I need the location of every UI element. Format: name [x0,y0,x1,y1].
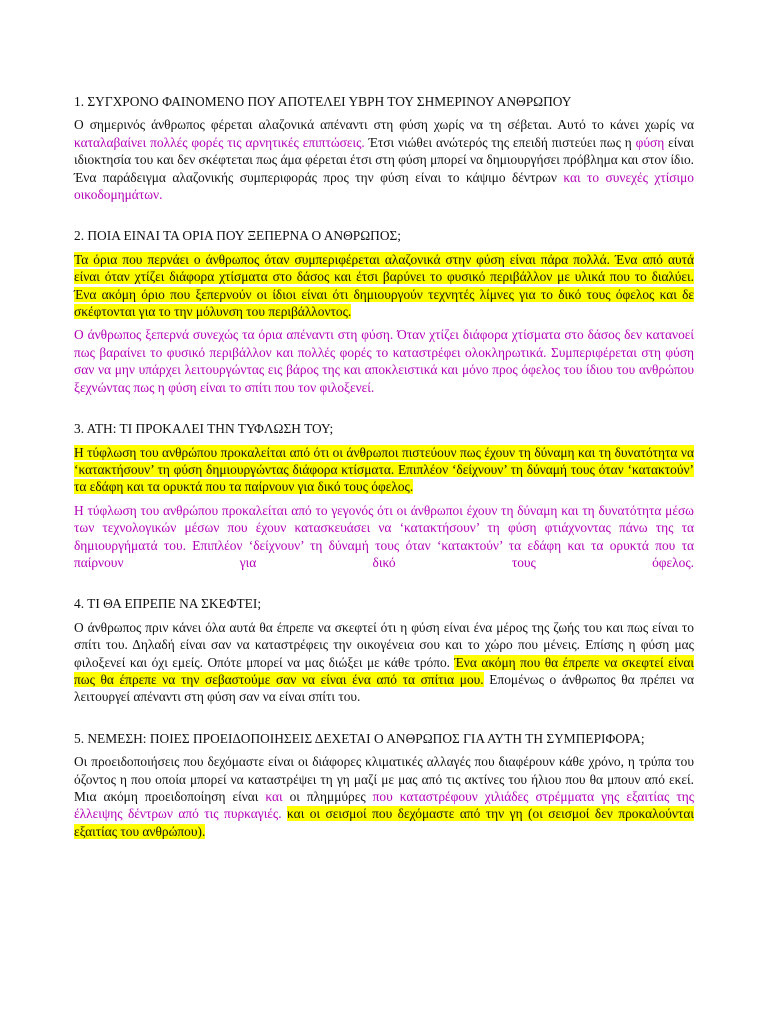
document-body [74,93,694,864]
highlighted-text: Τα όρια που περνάει ο άνθρωπος όταν συμπεριφέρεται αλαζονικά στην φύση είναι πάρα πολλά. Ένα από αυτά είναι όταν χτίζει διάφορα χτίσματα στο δάσος και έτσι βαρύνει το φυσικό περιβάλλον με υλικά που το διαλύει. Ένα ακόμη όριο που ξεπερνούν οι ίδιοι είναι ότι δημιουργούν τεχνητές λίμνες για το δικό τους όφελος και δε σκέφτονται για το την μόλυνση του περιβάλλοντος. [74,251,694,320]
section-3-paragraph-1 [74,444,694,496]
text-run: οι πλημμύρες [282,789,373,804]
section-4-paragraph [74,619,694,706]
section-2-paragraph-2: Ο άνθρωπος ξεπερνά συνεχώς τα όρια απέναντι στη φύση. Όταν χτίζει διάφορα χτίσματα στο δάσος δεν κατανοεί πως βαραίνει το φυσικό περιβάλλον και πολλές φορές το καταστρέφει ολοκληρωτικά. Συμπεριφέρεται στη φύση σαν να μην υπάρχει λειτουργώντας εις βάρος της και αποκλειστικά και μόνο προς όφελος του ίδιου του ανθρώπου ξεχνώντας πως η φύση είναι το σπίτι που τον φιλοξενεί. [74,327,694,395]
section-4-heading: 4. ΤΙ ΘΑ ΕΠΡΕΠΕ ΝΑ ΣΚΕΦΤΕΙ; [74,596,262,612]
section-5-paragraph [74,753,694,840]
section-4 [74,595,694,705]
pink-text-run: που καταστρέφουν χιλιάδες στρέμματα γης εξαιτίας της έλλειψης δέντρων από τις πυρκαγιές. [74,789,695,822]
highlighted-text: Ένα ακόμη που θα έπρεπε να σκεφτεί είναι πως θα έπρεπε να την σεβαστούμε σαν να είναι ένα από τα σπίτια μου. [74,654,694,687]
text-run: Οι προειδοποιήσεις που δεχόμαστε είναι οι διάφορες κλιματικές αλλαγές που διαφέρουν κάθε χρόνο, η τρύπα του όζοντος η που οποία μπορεί να καταστρέψει τη γη μαζί με μας από τις ακτίνες του ήλιου που θα μπουν από εκεί. Μια ακόμη προειδοποίηση είναι [74,754,694,804]
pink-text-run: και [265,789,283,804]
text-run: Ο άνθρωπος πριν κάνει όλα αυτά θα έπρεπε να σκεφτεί ότι η φύση είναι ένα μέρος της ζωής του και πως είναι το σπίτι του. Δηλαδή είναι σαν να καταστρέφεις την οικογένεια σου και το χώρο που μένεις. Επίσης η φύση μας φιλοξενεί και όχι εμείς. Οπότε μπορεί να μας διώξει με κάθε τρόπο. [74,619,694,670]
section-5-heading: 5. ΝΕΜΕΣΗ: ΠΟΙΕΣ ΠΡΟΕΙΔΟΠΟΙΗΣΕΙΣ ΔΕΧΕΤΑΙ Ο ΑΝΘΡΩΠΟΣ ΓΙΑ ΑΥΤΗ ΤΗ ΣΥΜΠΕΡΙΦΟΡΑ; [74,730,645,746]
section-1-paragraph [74,116,694,203]
section-5 [74,730,694,840]
text-run: Ο σημερινός άνθρωπος φέρεται αλαζονικά απέναντι στη φύση χωρίς να τη σέβεται. Αυτό το κάνει χωρίς να [74,117,694,133]
text-run: είναι ιδιοκτησία του και δεν σκέφτεται πως άμα φέρεται έτσι στη φύση μπορεί να δημιουργήσει πρόβλημα και στον ίδιο. Ένα παράδειγμα αλαζονικής συμπεριφοράς προς την φύση είναι το κάψιμο δέντρων [74,134,694,185]
pink-text-run: φύση [635,134,665,150]
highlighted-text: και οι σεισμοί που δεχόμαστε από την γη (οι σεισμοί δεν προκαλούνται εξαιτίας του ανθρώπου). [74,806,694,839]
highlighted-text: Η τύφλωση του ανθρώπου προκαλείται από ότι οι άνθρωποι πιστεύουν πως έχουν τη δύναμη και τη δυνατότητα να ‘κατακτήσουν’ τη φύση δημιουργώντας διάφορα κτίσματα. Επιπλέον ‘δείχνουν’ τη δύναμή τους όταν ‘κατακτούν’ τα εδάφη και τα ορυκτά που τα παίρνουν για δικό τους όφελος. [74,444,694,495]
pink-text-run: και το συνεχές χτίσιμο οικοδομημάτων. [74,169,695,203]
pink-text-run: καταλαβαίνει πολλές φορές τις αρνητικές επιπτώσεις. [74,134,365,150]
section-1 [74,93,694,203]
section-2 [74,227,694,396]
section-3-paragraph-2: Η τύφλωση του ανθρώπου προκαλείται από το γεγονός ότι οι άνθρωποι έχουν τη δύναμη και τη δυνατότητα μέσω των τεχνολογικών μέσων που έχουν κατασκευάσει να ‘κατακτήσουν’ τη φύση φτιάχνοντας πάνω της τα δημιουργήματά του. Επιπλέον ‘δείχνουν’ τη δύναμή τους όταν ‘κατακτούν’ τα εδάφη και τα ορυκτά που τα παίρνουν για δικό τους όφελος. [74,502,694,570]
section-2-paragraph-1 [74,251,694,321]
section-1-heading: 1. ΣΥΓΧΡΟΝΟ ΦΑΙΝΟΜΕΝΟ ΠΟΥ ΑΠΟΤΕΛΕΙ ΥΒΡΗ ΤΟΥ ΣΗΜΕΡΙΝΟΥ ΑΝΘΡΩΠΟΥ [74,94,572,109]
section-3 [74,420,694,571]
section-3-heading: 3. ΑΤΗ: ΤΙ ΠΡΟΚΑΛΕΙ ΤΗΝ ΤΥΦΛΩΣΗ ΤΟΥ; [74,421,334,437]
section-2-heading: 2. ΠΟΙΑ ΕΙΝΑΙ ΤΑ ΟΡΙΑ ΠΟΥ ΞΕΠΕΡΝΑ Ο ΑΝΘΡΩΠΟΣ; [74,228,402,244]
text-run: Επομένως ο άνθρωπος θα πρέπει να λειτουργεί απέναντι στη φύση σαν να είναι σπίτι του. [74,671,694,705]
text-run: Έτσι νιώθει ανώτερός της επειδή πιστεύει πως η [364,134,636,150]
